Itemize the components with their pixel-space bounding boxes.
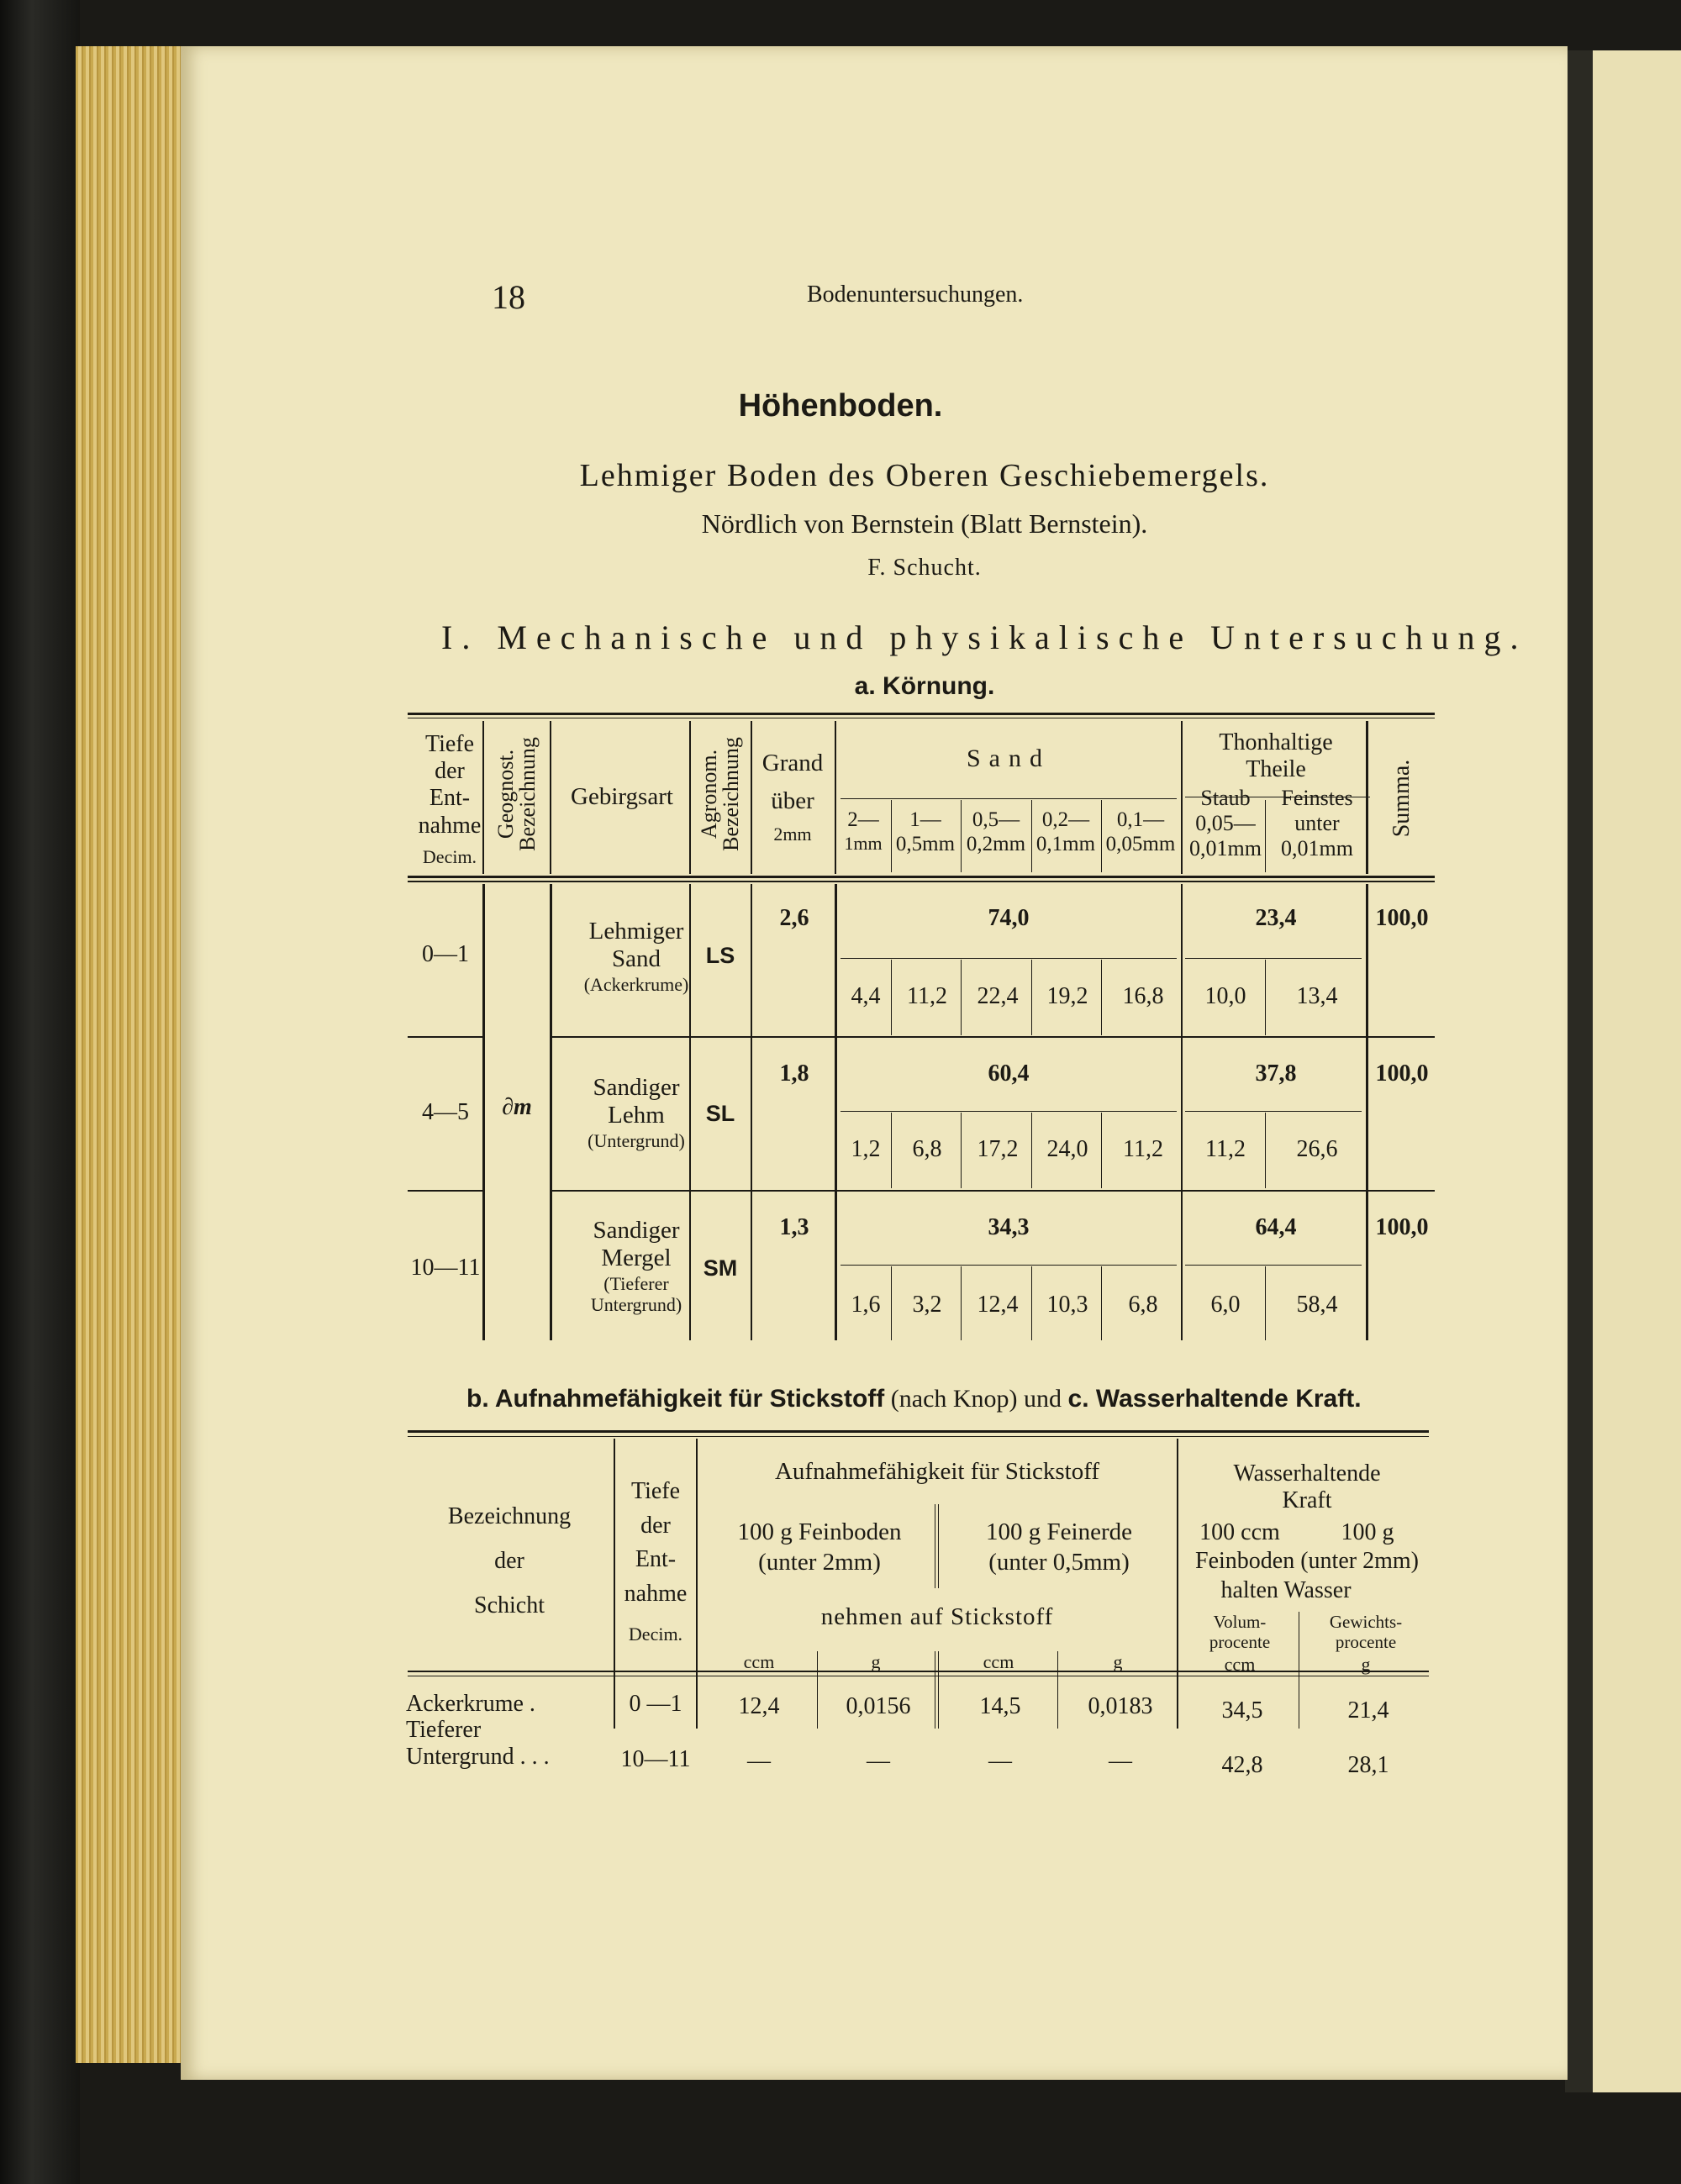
b-header-feinboden-unter: Feinboden (unter 2mm) [1195,1548,1419,1574]
header-sand-col-3: 0,5— 0,2mm [966,808,1026,855]
author: F. Schucht. [867,555,982,581]
b-header-100ccm: 100 ccm [1199,1519,1280,1545]
b-header-100g: 100 g [1341,1519,1394,1545]
b-unit-2: g [871,1651,881,1672]
b-header-nehmen: nehmen auf Stickstoff [820,1603,1054,1630]
b-wunit-2: g [1361,1654,1371,1675]
b-header-gewicht: Gewichts- procente [1329,1612,1403,1653]
b-unit-4: g [1113,1651,1123,1672]
page-number: 18 [492,278,525,316]
header-sand-col-1: 2— 1mm [844,808,883,854]
header-thon: Thonhaltige Theile [1219,729,1333,783]
header-agronom: Agronom. Bezeichnung [697,737,743,851]
b-header-bezeichnung: Bezeichnung der Schicht [447,1503,572,1619]
header-geognost: Geognost. Bezeichnung [493,737,540,851]
subsection-heading: a. Körnung. [854,672,995,700]
b-unit-3: ccm [983,1651,1014,1672]
header-grand: Grand über 2mm [761,750,824,845]
b-header-aufnahme: Aufnahmefähigkeit für Stickstoff [774,1458,1100,1485]
book-gutter [1565,50,1595,2092]
b-header-feinerde: 100 g Feinerde (unter 0,5mm) [986,1518,1132,1576]
page-title: Höhenboden. [738,388,943,424]
header-summa: Summa. [1389,759,1415,838]
b-header-wasser: Wasserhaltende Kraft [1233,1460,1381,1514]
header-tiefe: Tiefe der Ent- nahme Decim. [418,731,482,867]
geognost-value: ∂m [502,1094,532,1120]
header-sand-col-2: 1— 0,5mm [895,808,956,855]
section-heading: I. Mechanische und physikalische Untersuchung. [441,618,1528,656]
b-unit-1: ccm [743,1651,775,1672]
header-thon-col-1: Staub 0,05— 0,01mm [1189,786,1262,860]
header-thon-col-2: Feinstes unter 0,01mm [1281,786,1353,860]
b-header-halten: halten Wasser [1220,1577,1352,1603]
page-edges [76,46,185,2063]
header-sand-col-5: 0,1— 0,05mm [1105,808,1176,855]
b-header-feinboden: 100 g Feinboden (unter 2mm) [737,1518,902,1576]
subsection-heading-bc: b. Aufnahmefähigkeit für Stickstoff (nach Knop) und c. Wasserhaltende Kraft. [466,1385,1362,1413]
facing-page [1593,50,1681,2092]
b-wunit-1: ccm [1224,1654,1256,1675]
header-sand-col-4: 0,2— 0,1mm [1035,808,1096,855]
b-header-tiefe: Tiefe der Ent- nahme Decim. [624,1478,688,1645]
book-cover-edge [0,0,80,2184]
location: Nördlich von Bernstein (Blatt Bernstein). [701,508,1148,539]
header-gebirgsart: Gebirgsart [571,783,673,810]
subtitle: Lehmiger Boden des Oberen Geschiebemergels. [579,458,1270,493]
header-sand: Sand [967,745,1051,772]
b-header-volum: Volum- procente [1209,1612,1271,1653]
running-head: Bodenuntersuchungen. [807,282,1024,308]
